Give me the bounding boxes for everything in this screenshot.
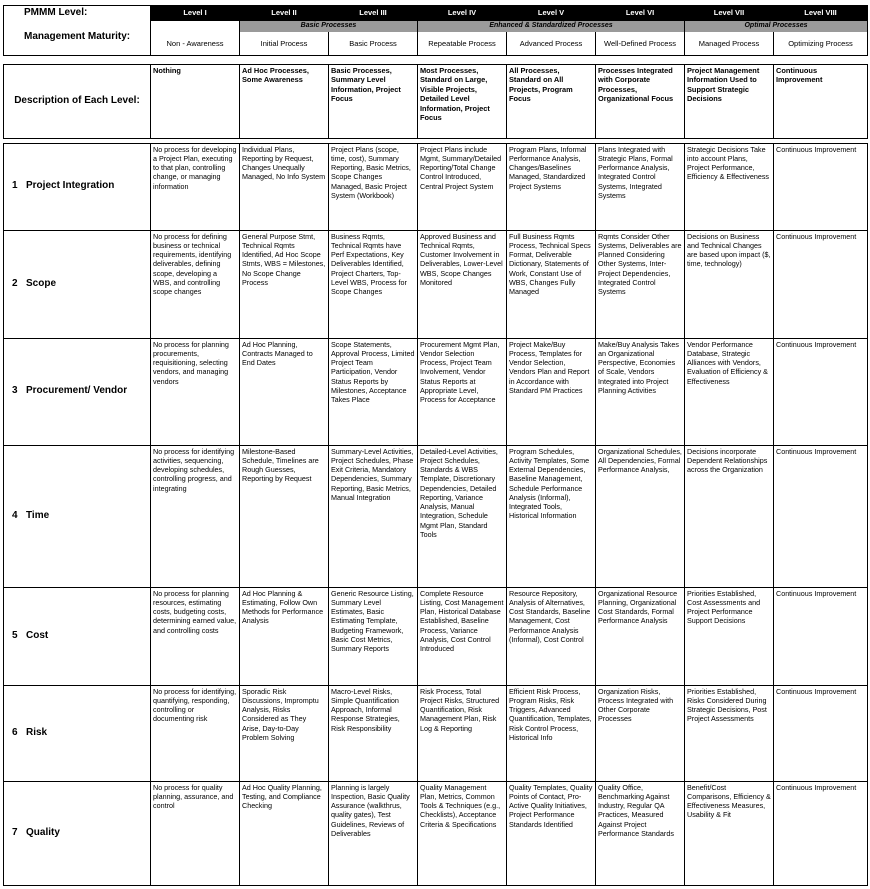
level-name: Managed Process bbox=[685, 32, 774, 55]
row-number: 6 bbox=[12, 726, 18, 738]
matrix-cell: Continuous Improvement bbox=[774, 587, 868, 685]
knowledge-area-label bbox=[4, 445, 151, 587]
matrix-cell: No process for developing a Project Plan, executing to that plan, controlling change, or managing information bbox=[151, 143, 240, 230]
level-name: Initial Process bbox=[240, 32, 329, 55]
matrix-cell: Planning is largely Inspection, Basic Quality Assurance (walkthrus, quality gates), Test Guidelines, Reviews of Deliverables bbox=[329, 781, 418, 885]
matrix-cell: No process for planning resources, estimating costs, budgeting costs, determining earned value, and controlling costs bbox=[151, 587, 240, 685]
group-enhanced-processes: Enhanced & Standardized Processes bbox=[418, 21, 685, 32]
matrix-cell: Generic Resource Listing, Summary Level Estimates, Basic Estimating Template, Budgeting Framework, Basic Cost Metrics, Summary Reports bbox=[329, 587, 418, 685]
knowledge-area-label bbox=[4, 587, 151, 685]
row-title: Procurement/ Vendor bbox=[26, 385, 128, 397]
matrix-cell: Project Plans (scope, time, cost), Summary Reporting, Basic Metrics, Scope Changes Managed, Basic Project System (Workbook) bbox=[329, 143, 418, 230]
level-header: Level VI bbox=[596, 6, 685, 21]
matrix-cell: Resource Repository, Analysis of Alternatives, Cost Standards, Baseline Management, Cost Performance Analysis (Informal), Cost Control bbox=[507, 587, 596, 685]
description-label: Description of Each Level: bbox=[4, 64, 151, 138]
knowledge-area-row bbox=[4, 338, 868, 445]
knowledge-area-row bbox=[4, 230, 868, 338]
level-name: Well-Defined Process bbox=[596, 32, 685, 55]
description-cell: Ad Hoc Processes, Some Awareness bbox=[240, 64, 329, 138]
description-cell: Most Processes, Standard on Large, Visible Projects, Detailed Level Information, Project Focus bbox=[418, 64, 507, 138]
row-number: 1 bbox=[12, 180, 18, 192]
pmmm-level-title: PMMM Level: bbox=[4, 6, 151, 21]
row-title: Quality bbox=[26, 826, 60, 838]
matrix-cell: Efficient Risk Process, Program Risks, Risk Triggers, Advanced Quantification, Templates, Risk Control Process, Historical Info bbox=[507, 685, 596, 781]
matrix-cell: No process for defining business or technical requirements, identifying deliverables, defining scope, developing a WBS, and controlling scope changes bbox=[151, 230, 240, 338]
matrix-cell: Continuous Improvement bbox=[774, 781, 868, 885]
matrix-cell: Milestone-Based Schedule, Timelines are Rough Guesses, Reporting by Request bbox=[240, 445, 329, 587]
level-name: Advanced Process bbox=[507, 32, 596, 55]
row-number: 5 bbox=[12, 629, 18, 641]
row-title: Risk bbox=[26, 726, 48, 738]
matrix-cell: Decisions incorporate Dependent Relationships across the Organization bbox=[685, 445, 774, 587]
row-title: Time bbox=[26, 509, 50, 521]
matrix-cell: Organizational Schedules, All Dependencies, Formal Performance Analysis, bbox=[596, 445, 685, 587]
matrix-cell: Make/Buy Analysis Takes an Organizational Perspective, Economies of Scale, Vendors Integrated into Project Planning Activities bbox=[596, 338, 685, 445]
row-title: Project Integration bbox=[26, 180, 115, 192]
matrix-cell: Scope Statements, Approval Process, Limited Project Team Participation, Vendor Status Reports by Milestones, Acceptance Takes Place bbox=[329, 338, 418, 445]
level-name: Non - Awareness bbox=[151, 32, 240, 55]
matrix-cell: Quality Templates, Quality Points of Contact, Pro-Active Quality Initiatives, Project Performance Standards Identified bbox=[507, 781, 596, 885]
matrix-cell: Rqmts Consider Other Systems, Deliverables are Planned Considering Other Systems, Inter-Project Dependencies, Integrated Control Systems bbox=[596, 230, 685, 338]
knowledge-area-label bbox=[4, 143, 151, 230]
matrix-cell: Business Rqmts, Technical Rqmts have Perf Expectations, Key Deliverables Identified, Project Charters, Top-Level WBS, Process for Scope Changes bbox=[329, 230, 418, 338]
level-name: Basic Process bbox=[329, 32, 418, 55]
row-number: 3 bbox=[12, 385, 18, 397]
matrix-cell: Continuous Improvement bbox=[774, 230, 868, 338]
matrix-cell: Organizational Resource Planning, Organizational Cost Standards, Formal Performance Analysis bbox=[596, 587, 685, 685]
matrix-cell: Ad Hoc Quality Planning, Testing, and Compliance Checking bbox=[240, 781, 329, 885]
matrix-cell: Vendor Performance Database, Strategic Alliances with Vendors, Evaluation of Efficiency & Effectiveness bbox=[685, 338, 774, 445]
matrix-cell: Procurement Mgmt Plan, Vendor Selection Process, Project Team Involvement, Vendor Status Reports at Appropriate Level, Process for Acceptance bbox=[418, 338, 507, 445]
matrix-cell: No process for identifying activities, sequencing, developing schedules, controlling progress, and integrating bbox=[151, 445, 240, 587]
knowledge-area-label bbox=[4, 685, 151, 781]
row-title: Cost bbox=[26, 629, 49, 641]
matrix-cell: Full Business Rqmts Process, Technical Specs Format, Deliverable Dictionary, Statements of Work, Constant Use of WBS, Changes Fully Managed bbox=[507, 230, 596, 338]
knowledge-area-row bbox=[4, 445, 868, 587]
divider bbox=[4, 55, 868, 64]
matrix-cell: Quality Office, Benchmarking Against Industry, Regular QA Practices, Measured Against Project Performance Standards bbox=[596, 781, 685, 885]
matrix-cell: Priorities Established, Cost Assessments and Project Performance Support Decisions bbox=[685, 587, 774, 685]
matrix-cell: Summary-Level Activities, Project Schedules, Phase Exit Criteria, Mandatory Dependencies, Summary Reporting, Basic Metrics, Manual Integration bbox=[329, 445, 418, 587]
matrix-cell: Organization Risks, Process Integrated with Other Corporate Processes bbox=[596, 685, 685, 781]
level-header: Level II bbox=[240, 6, 329, 21]
matrix-cell: Program Schedules, Activity Templates, Some External Dependencies, Baseline Management, Schedule Performance Analysis (Informal), Integrated Tools, Historical Information bbox=[507, 445, 596, 587]
matrix-cell: Complete Resource Listing, Cost Management Plan, Historical Database Established, Baseline Process, Variance Analysis, Cost Control Introduced bbox=[418, 587, 507, 685]
matrix-cell: Continuous Improvement bbox=[774, 685, 868, 781]
matrix-cell: Individual Plans, Reporting by Request, Changes Unequally Managed, No Info System bbox=[240, 143, 329, 230]
matrix-cell: Continuous Improvement bbox=[774, 338, 868, 445]
level-header: Level IV bbox=[418, 6, 507, 21]
matrix-cell: Program Plans, Informal Performance Analysis, Changes/Baselines Managed, Standardized Project Systems bbox=[507, 143, 596, 230]
knowledge-area-row bbox=[4, 587, 868, 685]
row-number: 2 bbox=[12, 277, 18, 289]
group-basic-processes: Basic Processes bbox=[240, 21, 418, 32]
matrix-cell: Continuous Improvement bbox=[774, 445, 868, 587]
matrix-cell: Priorities Established, Risks Considered During Strategic Decisions, Post Project Assessments bbox=[685, 685, 774, 781]
matrix-cell: Plans Integrated with Strategic Plans, Formal Performance Analysis, Integrated Control Systems, Integrated Systems bbox=[596, 143, 685, 230]
knowledge-area-label bbox=[4, 230, 151, 338]
matrix-cell: Ad Hoc Planning & Estimating, Follow Own Methods for Performance Analysis bbox=[240, 587, 329, 685]
matrix-cell: Approved Business and Technical Rqmts, Customer Involvement in Deliverables, Lower-Level WBS, Scope Changes Monitored bbox=[418, 230, 507, 338]
group-empty bbox=[151, 21, 240, 32]
pmmm-matrix bbox=[3, 5, 868, 886]
description-cell: Project Management Information Used to Support Strategic Decisions bbox=[685, 64, 774, 138]
matrix-cell: General Purpose Stmt, Technical Rqmts Identified, Ad Hoc Scope Stmts, WBS = Milestones, No Scope Change Process bbox=[240, 230, 329, 338]
matrix-cell: Macro-Level Risks, Simple Quantification Approach, Informal Response Strategies, Risk Responsibility bbox=[329, 685, 418, 781]
matrix-cell: No process for planning procurements, requisitioning, selecting vendors, and managing vendors bbox=[151, 338, 240, 445]
description-cell: All Processes, Standard on All Projects, Program Focus bbox=[507, 64, 596, 138]
level-header: Level III bbox=[329, 6, 418, 21]
knowledge-area-row bbox=[4, 781, 868, 885]
row-title: Scope bbox=[26, 277, 57, 289]
matrix-cell: Detailed-Level Activities, Project Schedules, Standards & WBS Template, Discretionary Dependencies, Detailed Reporting, Variance Analysis, Manual Integration, Schedule Mgmt Plan, Standard Tools bbox=[418, 445, 507, 587]
level-name: Optimizing Process bbox=[774, 32, 868, 55]
matrix-cell: No process for quality planning, assurance, and control bbox=[151, 781, 240, 885]
level-name: Repeatable Process bbox=[418, 32, 507, 55]
knowledge-area-label bbox=[4, 781, 151, 885]
matrix-cell: Project Make/Buy Process, Templates for Vendor Selection, Vendors Plan and Report in Accordance with Standard PM Practices bbox=[507, 338, 596, 445]
description-cell: Nothing bbox=[151, 64, 240, 138]
matrix-cell: Quality Management Plan, Metrics, Common Tools & Techniques (e.g., Checklists), Acceptance Criteria & Specifications bbox=[418, 781, 507, 885]
level-header: Level V bbox=[507, 6, 596, 21]
matrix-cell: No process for identifying, quantifying, responding, controlling or documenting risk bbox=[151, 685, 240, 781]
group-optimal-processes: Optimal Processes bbox=[685, 21, 868, 32]
knowledge-area-label bbox=[4, 338, 151, 445]
matrix-cell: Benefit/Cost Comparisons, Efficiency & Effectiveness Measures, Usability & Fit bbox=[685, 781, 774, 885]
matrix-cell: Sporadic Risk Discussions, Impromptu Analysis, Risks Considered as They Arise, Day-to-Day Problem Solving bbox=[240, 685, 329, 781]
matrix-cell: Continuous Improvement bbox=[774, 143, 868, 230]
knowledge-area-row bbox=[4, 143, 868, 230]
row-number: 4 bbox=[12, 509, 18, 521]
matrix-cell: Decisions on Business and Technical Changes are based upon impact ($, time, technology) bbox=[685, 230, 774, 338]
matrix-cell: Ad Hoc Planning, Contracts Managed to End Dates bbox=[240, 338, 329, 445]
level-header: Level I bbox=[151, 6, 240, 21]
matrix-cell: Strategic Decisions Take into account Plans, Project Performance, Efficiency & Effectiveness bbox=[685, 143, 774, 230]
description-cell: Basic Processes, Summary Level Information, Project Focus bbox=[329, 64, 418, 138]
row-number: 7 bbox=[12, 826, 18, 838]
matrix-cell: Risk Process, Total Project Risks, Structured Quantification, Risk Management Plan, Risk Log & Reporting bbox=[418, 685, 507, 781]
management-maturity-title: Management Maturity: bbox=[4, 21, 151, 55]
level-header: Level VIII bbox=[774, 6, 868, 21]
description-cell: Continuous Improvement bbox=[774, 64, 868, 138]
level-header: Level VII bbox=[685, 6, 774, 21]
description-cell: Processes Integrated with Corporate Processes, Organizational Focus bbox=[596, 64, 685, 138]
matrix-cell: Project Plans include Mgmt, Summary/Detailed Reporting/Total Change Control Introduced, Central Project System bbox=[418, 143, 507, 230]
knowledge-area-row bbox=[4, 685, 868, 781]
